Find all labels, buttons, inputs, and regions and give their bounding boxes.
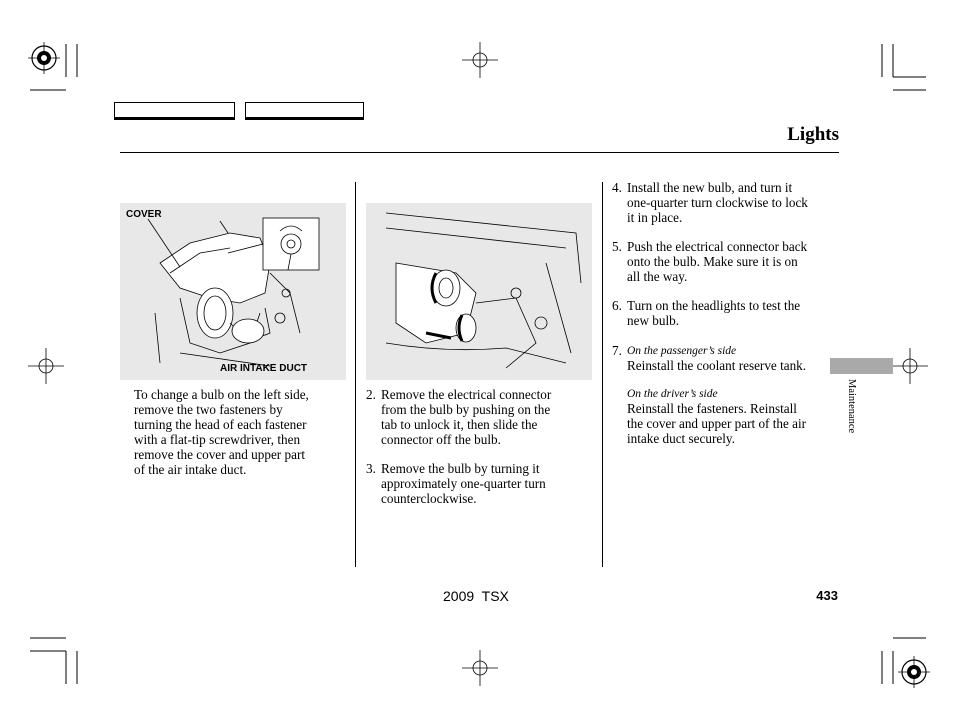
text-line: Remove the bulb by turning it	[381, 461, 540, 476]
text-line: one-quarter turn clockwise to lock	[627, 194, 808, 210]
engine-cover-illustration	[120, 203, 346, 380]
text-line: with a flat-tip screwdriver, then	[134, 431, 301, 447]
header-rule	[120, 152, 839, 153]
headlight-bulb-illustration	[366, 203, 592, 380]
registration-target-icon	[898, 656, 930, 688]
page-number: 433	[816, 588, 838, 603]
step-text	[381, 388, 551, 448]
text-line: from the bulb by pushing on the	[381, 401, 551, 417]
footer-model: 2009 TSX	[443, 588, 509, 604]
section-tab-label: Maintenance	[846, 379, 857, 434]
column1-paragraph	[134, 388, 309, 477]
step-text	[381, 462, 546, 507]
text-line: Reinstall the fasteners. Reinstall	[627, 400, 797, 416]
figure-bulb-connector	[366, 203, 592, 380]
text-line: Turn on the headlights to test the	[627, 298, 801, 313]
text-line: Install the new bulb, and turn it	[627, 180, 793, 195]
step-number: 7.	[612, 343, 622, 358]
column-divider	[602, 182, 603, 567]
subheading-driver-side: On the driver’s side	[627, 387, 718, 400]
registration-target-icon	[28, 42, 60, 74]
column-divider	[355, 182, 356, 567]
subheading-passenger-side: On the passenger’s side	[627, 345, 737, 357]
text-line: tab to unlock it, then slide the	[381, 416, 538, 432]
text-line: all the way.	[627, 268, 688, 284]
text-line: new bulb.	[627, 312, 680, 328]
step-text	[627, 299, 800, 329]
header-tab-box	[245, 102, 364, 120]
text-line: the cover and upper part of the air	[627, 415, 807, 431]
text-line: Push the electrical connector back	[627, 239, 808, 254]
step-number: 3.	[366, 461, 376, 476]
text-line: approximately one-quarter turn	[381, 475, 546, 491]
crosshair-icon	[28, 348, 64, 384]
step-number: 2.	[366, 387, 376, 402]
step-number: 5.	[612, 239, 622, 254]
header-tab-box	[114, 102, 235, 120]
step-text	[627, 181, 808, 226]
text-line: Reinstall the coolant reserve tank.	[627, 357, 807, 373]
figure-cover-duct	[120, 203, 346, 380]
text-line: of the air intake duct.	[134, 461, 247, 477]
text-line: turning the head of each fastener	[134, 416, 307, 432]
section-title: Lights	[787, 124, 839, 145]
section-tab-marker	[830, 358, 893, 374]
text-line: counterclockwise.	[381, 490, 477, 506]
text-line: intake duct securely.	[627, 430, 735, 446]
label-air-intake-duct: AIR INTAKE DUCT	[220, 363, 308, 374]
step-text	[627, 344, 806, 446]
crosshair-icon	[462, 650, 498, 686]
text-line: remove the two fasteners by	[134, 401, 283, 417]
text-line: connector off the bulb.	[381, 431, 501, 447]
text-line: onto the bulb. Make sure it is on	[627, 253, 798, 269]
text-line: remove the cover and upper part	[134, 446, 305, 462]
step-number: 4.	[612, 180, 622, 195]
crosshair-icon	[892, 348, 928, 384]
text-line: it in place.	[627, 209, 683, 225]
text-line: To change a bulb on the left side,	[134, 387, 309, 402]
label-cover: COVER	[126, 209, 162, 220]
step-text	[627, 240, 807, 285]
step-number: 6.	[612, 298, 622, 313]
text-line: Remove the electrical connector	[381, 387, 552, 402]
crosshair-icon	[462, 42, 498, 78]
